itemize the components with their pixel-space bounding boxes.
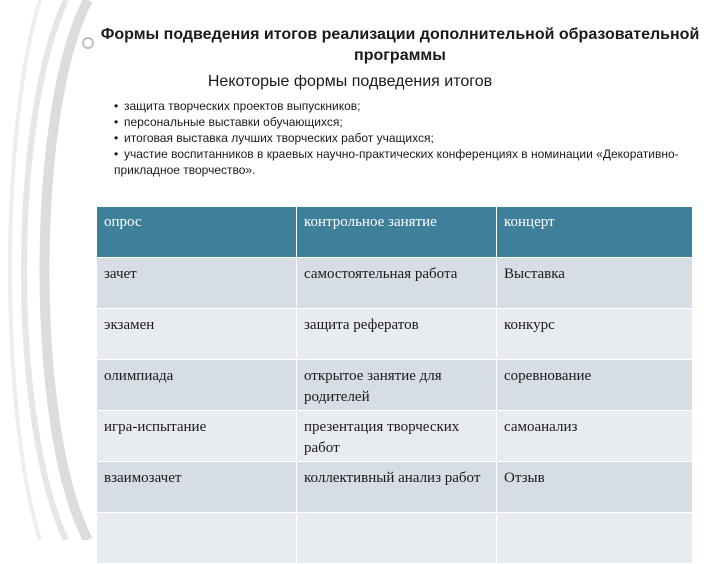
bullet-text: защита творческих проектов выпускников; <box>124 99 361 113</box>
table-row <box>97 360 693 411</box>
table-cell <box>297 513 497 564</box>
table-cell: соревнование <box>497 360 693 411</box>
table-row <box>97 411 693 462</box>
bullet-text: итоговая выставка лучших творческих работ учащихся; <box>124 131 434 145</box>
bullet-text: персональные выставки обучающихся; <box>124 115 343 129</box>
bullet-item <box>114 114 714 130</box>
forms-table <box>96 206 693 564</box>
table-cell: защита рефератов <box>297 309 497 360</box>
table-cell: открытое занятие для родителей <box>297 360 497 411</box>
table-cell: игра-испытание <box>97 411 297 462</box>
table-cell: Выставка <box>497 258 693 309</box>
table-cell <box>97 513 297 564</box>
table-cell: презентация творческих работ <box>297 411 497 462</box>
table-header-row <box>97 207 693 258</box>
table-cell: коллективный анализ работ <box>297 462 497 513</box>
bullet-icon: • <box>114 99 119 113</box>
table-cell: конкурс <box>497 309 693 360</box>
table-header-cell: концерт <box>497 207 693 258</box>
table-cell: взаимозачет <box>97 462 297 513</box>
bullet-list <box>114 98 714 178</box>
table-row <box>97 462 693 513</box>
slide-subtitle: Некоторые формы подведения итогов <box>207 73 493 90</box>
table-cell <box>497 513 693 564</box>
table-cell: самоанализ <box>497 411 693 462</box>
table-row <box>97 309 693 360</box>
bullet-item <box>114 146 714 178</box>
table-header-cell: опрос <box>97 207 297 258</box>
table-cell: олимпиада <box>97 360 297 411</box>
bullet-text: участие воспитанников в краевых научно-практических конференциях в номинации «Декоративно-прикладное творчество». <box>114 147 679 177</box>
bullet-item <box>114 130 714 146</box>
slide-title: Формы подведения итогов реализации дополнительной образовательной программы <box>100 26 700 64</box>
bullet-icon: • <box>114 147 119 161</box>
bullet-item <box>114 98 714 114</box>
table-row <box>97 513 693 564</box>
table-row <box>97 258 693 309</box>
table-cell: зачет <box>97 258 297 309</box>
table-cell: самостоятельная работа <box>297 258 497 309</box>
table-cell: экзамен <box>97 309 297 360</box>
table-header-cell: контрольное занятие <box>297 207 497 258</box>
bullet-icon: • <box>114 131 119 145</box>
bullet-icon: • <box>114 115 119 129</box>
table-cell: Отзыв <box>497 462 693 513</box>
